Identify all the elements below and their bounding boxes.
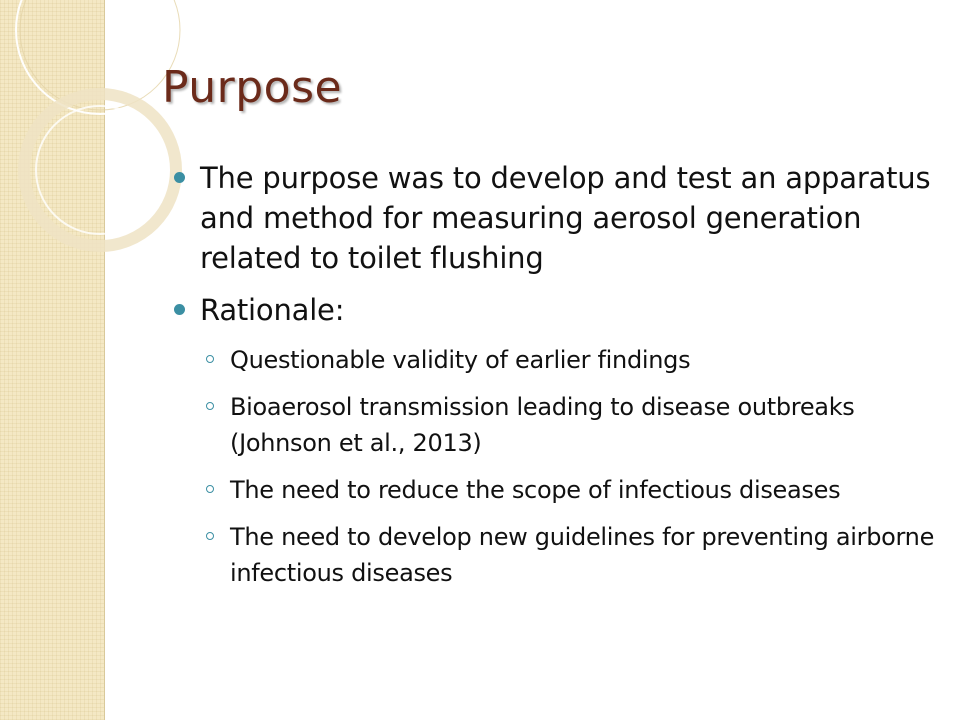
ring-bullet-icon	[206, 532, 214, 540]
ring-bullet-icon	[206, 355, 214, 363]
sub-bullet-text: The need to reduce the scope of infectious diseases	[230, 476, 841, 504]
sub-bullet-item	[204, 342, 942, 378]
bullet-text: The purpose was to develop and test an apparatus and method for measuring aerosol generation related to toilet flushing	[200, 161, 931, 275]
bullet-item-purpose	[172, 158, 942, 278]
sub-bullet-item	[204, 519, 942, 591]
slide-title: Purpose	[162, 62, 343, 113]
bullet-item-rationale	[172, 290, 942, 330]
bullet-dot-icon	[174, 304, 185, 315]
sub-bullet-text: Bioaerosol transmission leading to disease outbreaks (Johnson et al., 2013)	[230, 393, 855, 457]
slide-body	[172, 158, 942, 602]
sub-bullet-text: Questionable validity of earlier findings	[230, 346, 691, 374]
rationale-sublist	[204, 342, 942, 591]
ring-bullet-icon	[206, 402, 214, 410]
sub-bullet-item	[204, 472, 942, 508]
sub-bullet-item	[204, 389, 942, 461]
sub-bullet-text: The need to develop new guidelines for preventing airborne infectious diseases	[230, 523, 935, 587]
decorative-circles-ornament	[0, 0, 200, 280]
bullet-dot-icon	[174, 172, 185, 183]
ring-bullet-icon	[206, 485, 214, 493]
bullet-text: Rationale:	[200, 293, 345, 327]
